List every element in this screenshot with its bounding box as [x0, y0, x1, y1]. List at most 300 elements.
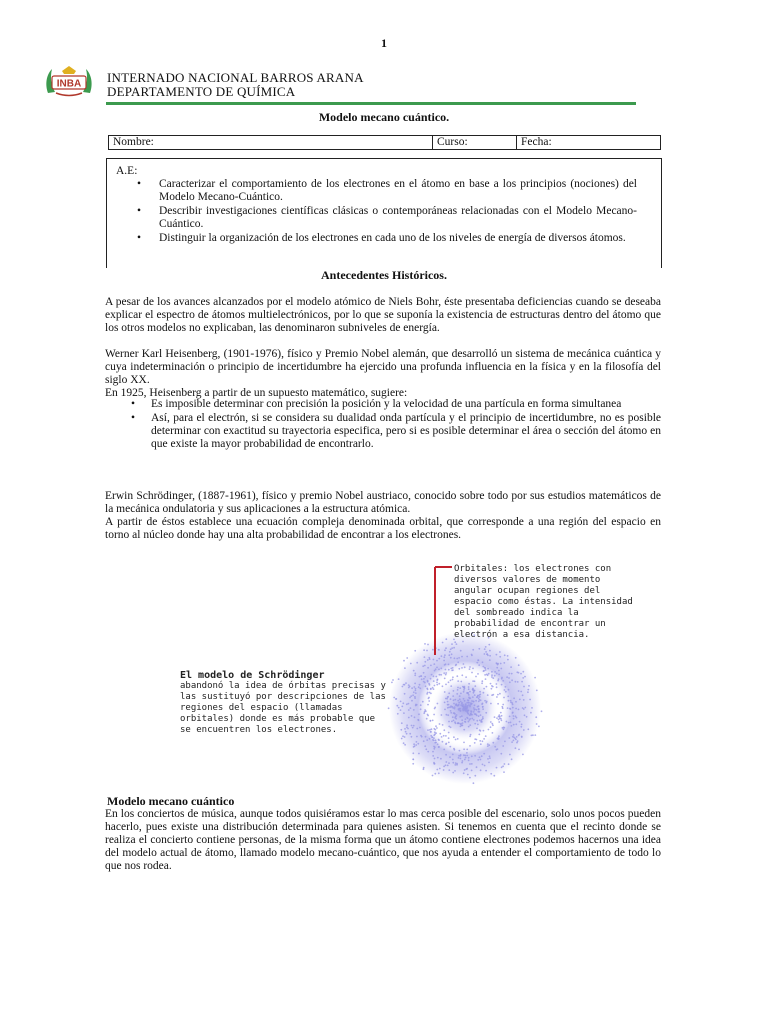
orbital-dot	[492, 677, 494, 679]
orbital-dot	[491, 676, 493, 678]
orbital-dot	[448, 681, 450, 683]
orbital-dot	[443, 766, 445, 768]
orbital-dot	[411, 715, 413, 717]
orbital-dot	[508, 673, 510, 675]
orbital-dot	[531, 735, 533, 737]
orbital-dot	[509, 681, 511, 683]
orbital-dot	[430, 731, 432, 733]
orbital-dot	[510, 722, 512, 724]
orbital-dot	[433, 762, 435, 764]
orbital-dot	[452, 695, 454, 697]
orbital-dot	[508, 689, 510, 691]
orbital-dot	[439, 768, 441, 770]
orbital-dot	[457, 687, 459, 689]
orbital-dot	[477, 659, 479, 661]
orbital-dot	[433, 737, 435, 739]
paragraph-heisenberg: Werner Karl Heisenberg, (1901-1976), físico y Premio Nobel alemán, que desarrolló un sistema de mecánica cuántica y cuya indeterminación o principio de incertidumbre ha ejercido una profunda influencia en la física y en la filosofía del siglo XX.	[105, 348, 661, 386]
orbital-dot	[452, 772, 454, 774]
orbital-dot	[497, 680, 499, 682]
orbital-dot	[508, 677, 510, 679]
orbital-dot	[415, 744, 417, 746]
orbital-dot	[452, 759, 454, 761]
orbital-dot	[464, 707, 466, 709]
orbital-dot	[455, 704, 457, 706]
orbital-dot	[487, 668, 489, 670]
orbital-dot	[455, 722, 457, 724]
orbital-dot	[508, 722, 510, 724]
orbital-dot	[468, 760, 470, 762]
orbital-dot	[529, 699, 531, 701]
orbital-dot	[433, 688, 435, 690]
heisenberg-bullets	[151, 398, 661, 452]
orbital-dot	[401, 722, 403, 724]
orbital-dot	[498, 735, 500, 737]
orbital-dot	[460, 681, 462, 683]
orbital-dot	[413, 743, 415, 745]
orbital-dot	[452, 754, 454, 756]
orbital-dot	[482, 666, 484, 668]
orbital-dot	[494, 675, 496, 677]
section-heading-modelo: Modelo mecano cuántico	[107, 794, 235, 808]
orbital-dot	[485, 702, 487, 704]
orbital-dot	[448, 706, 450, 708]
orbital-dot	[498, 721, 500, 723]
orbital-dot	[448, 762, 450, 764]
orbital-dot	[463, 663, 465, 665]
orbital-dot	[438, 739, 440, 741]
orbital-dot	[465, 721, 467, 723]
orbital-dot	[453, 703, 455, 705]
orbital-dot	[435, 742, 437, 744]
orbital-dot	[453, 736, 455, 738]
orbital-dot	[498, 714, 500, 716]
orbital-dot	[415, 704, 417, 706]
orbital-dot	[445, 669, 447, 671]
orbital-dot	[486, 686, 488, 688]
caption-title: El modelo de Schrödinger	[180, 670, 325, 681]
orbital-dot	[487, 674, 489, 676]
orbital-dot	[474, 704, 476, 706]
orbital-dot	[501, 715, 503, 717]
orbital-dot	[447, 701, 449, 703]
orbital-dot	[412, 763, 414, 765]
orbital-dot	[433, 714, 435, 716]
orbital-dot	[496, 767, 498, 769]
learning-objectives-box	[106, 158, 662, 268]
orbital-dot	[443, 660, 445, 662]
orbital-dot	[479, 740, 481, 742]
orbital-dot	[423, 672, 425, 674]
orbital-dot	[417, 719, 419, 721]
orbital-dot	[471, 700, 473, 702]
orbital-dot	[433, 663, 435, 665]
orbital-dot	[467, 711, 469, 713]
orbital-dot	[459, 716, 461, 718]
orbital-dot	[518, 690, 520, 692]
orbital-dot	[484, 667, 486, 669]
orbital-dot	[454, 641, 456, 643]
orbital-dot	[512, 707, 514, 709]
orbital-dot	[430, 720, 432, 722]
orbital-dot	[440, 758, 442, 760]
orbital-dot	[449, 756, 451, 758]
orbital-dot	[473, 782, 475, 784]
orbital-dot	[427, 659, 429, 661]
orbital-dot	[476, 720, 478, 722]
orbital-dot	[463, 742, 465, 744]
orbital-dot	[403, 712, 405, 714]
orbital-dot	[406, 703, 408, 705]
orbital-dot	[420, 708, 422, 710]
orbital-dot	[460, 724, 462, 726]
orbital-dot	[465, 768, 467, 770]
orbital-dot	[471, 718, 473, 720]
orbital-dot	[502, 680, 504, 682]
orbital-dot	[489, 755, 491, 757]
orbital-dot	[466, 702, 468, 704]
orbital-dot	[488, 644, 490, 646]
orbital-dot	[430, 688, 432, 690]
orbital-dot	[477, 724, 479, 726]
orbital-dot	[479, 719, 481, 721]
orbital-dot	[454, 764, 456, 766]
orbital-dot	[496, 673, 498, 675]
orbital-dot	[456, 714, 458, 716]
orbital-dot	[515, 723, 517, 725]
orbital-dot	[507, 707, 509, 709]
orbital-dot	[427, 714, 429, 716]
orbital-dot	[514, 737, 516, 739]
orbital-dot	[405, 682, 407, 684]
orbital-dot	[425, 748, 427, 750]
orbital-dot	[435, 739, 437, 741]
orbital-dot	[427, 667, 429, 669]
orbital-dot	[460, 701, 462, 703]
orbital-dot	[432, 775, 434, 777]
orbital-dot	[473, 719, 475, 721]
orbital-dot	[454, 657, 456, 659]
orbital-dot	[430, 665, 432, 667]
orbital-dot	[515, 747, 517, 749]
orbital-dot	[451, 653, 453, 655]
orbital-dot	[504, 689, 506, 691]
header-divider	[106, 102, 636, 105]
orbital-dot	[447, 714, 449, 716]
orbital-dot	[410, 707, 412, 709]
orbital-dot	[400, 701, 402, 703]
orbital-dot	[453, 748, 455, 750]
orbital-dot	[473, 711, 475, 713]
orbital-dot	[472, 680, 474, 682]
orbital-dot	[464, 704, 466, 706]
orbital-dot	[488, 729, 490, 731]
orbital-dot	[428, 697, 430, 699]
orbital-dot	[478, 697, 480, 699]
orbital-dot	[400, 729, 402, 731]
orbital-dot	[515, 701, 517, 703]
orbital-dot	[392, 679, 394, 681]
orbital-dot	[450, 685, 452, 687]
orbital-dot	[420, 704, 422, 706]
orbital-dot	[461, 715, 463, 717]
orbital-dot	[448, 742, 450, 744]
orbital-dot	[469, 668, 471, 670]
orbital-dot	[427, 704, 429, 706]
orbital-dot	[504, 654, 506, 656]
orbital-dot	[430, 735, 432, 737]
orbital-dot	[435, 725, 437, 727]
orbital-dot	[463, 748, 465, 750]
orbital-dot	[432, 649, 434, 651]
logo-text: INBA	[56, 78, 82, 90]
orbital-dot	[476, 709, 478, 711]
orbital-dot	[505, 691, 507, 693]
orbital-dot	[451, 647, 453, 649]
orbital-dot	[431, 674, 433, 676]
nombre-field[interactable]: Nombre:	[109, 136, 433, 149]
orbital-dot	[467, 717, 469, 719]
orbital-dot	[413, 670, 415, 672]
orbital-dot	[500, 668, 502, 670]
orbital-dot	[490, 773, 492, 775]
orbital-dot	[463, 691, 465, 693]
orbital-dot	[435, 676, 437, 678]
orbital-dot	[438, 649, 440, 651]
orbital-dot	[468, 683, 470, 685]
orbital-dot	[487, 758, 489, 760]
orbital-dot	[481, 680, 483, 682]
orbital-dot	[461, 667, 463, 669]
orbital-dot	[500, 663, 502, 665]
orbital-dot	[463, 687, 465, 689]
orbital-dot	[439, 674, 441, 676]
orbital-dot	[427, 692, 429, 694]
orbital-dot	[443, 769, 445, 771]
orbital-dot	[511, 673, 513, 675]
orbital-dot	[413, 746, 415, 748]
orbital-dot	[483, 730, 485, 732]
orbital-dot	[497, 663, 499, 665]
orbital-dot	[432, 751, 434, 753]
orbital-dot	[523, 686, 525, 688]
orbital-dot	[489, 659, 491, 661]
orbital-dot	[465, 757, 467, 759]
orbital-dot	[440, 674, 442, 676]
orbital-dot	[473, 692, 475, 694]
orbital-dot	[438, 683, 440, 685]
paragraph-schrodinger: Erwin Schrödinger, (1887-1961), físico y premio Nobel austriaco, conocido sobre todo por sus estudios matemáticos de la mecánica ondulatoria y sus aplicaciones a la estructura atómica.	[105, 490, 661, 515]
orbital-dot	[487, 694, 489, 696]
orbital-dot	[489, 650, 491, 652]
orbital-dot	[419, 688, 421, 690]
orbital-dot	[414, 674, 416, 676]
orbital-dot	[404, 744, 406, 746]
orbital-dot	[467, 699, 469, 701]
orbital-dot	[426, 739, 428, 741]
orbital-dot	[423, 649, 425, 651]
orbital-dot	[393, 697, 395, 699]
orbital-dot	[405, 731, 407, 733]
orbital-dot	[473, 701, 475, 703]
orbital-dot	[457, 722, 459, 724]
orbital-dot	[492, 742, 494, 744]
orbital-dot	[511, 758, 513, 760]
orbital-dot	[496, 717, 498, 719]
orbital-dot	[450, 680, 452, 682]
orbital-dot	[418, 686, 420, 688]
orbital-dot	[531, 707, 533, 709]
orbital-dot	[494, 716, 496, 718]
orbital-dot	[419, 684, 421, 686]
orbital-dot	[401, 738, 403, 740]
orbital-dot	[437, 757, 439, 759]
orbital-dot	[443, 656, 445, 658]
orbital-dot	[522, 754, 524, 756]
orbital-dot	[511, 679, 513, 681]
orbital-dot	[400, 709, 402, 711]
orbital-dot	[466, 749, 468, 751]
orbital-dot	[521, 736, 523, 738]
orbital-dot	[402, 702, 404, 704]
orbital-dot	[469, 697, 471, 699]
orbital-dot	[486, 653, 488, 655]
orbital-dot	[527, 689, 529, 691]
paragraph-concierto: En los conciertos de música, aunque todos quisiéramos estar lo mas cerca posible del escenario, solo unos pocos pueden hacerlo, pues existe una distribución determinada para quienes asisten. Si tenemos en cuenta que el recinto donde se realiza el concierto contiene personas, de la misma forma que un átomo contiene electrones podemos hacernos una idea del modelo actual de átomo, llamado modelo mecano-cuántico, que nos ayuda a entender el comportamiento de todo lo que nos rodea.	[105, 808, 661, 872]
orbital-dot	[513, 734, 515, 736]
orbital-dot	[502, 704, 504, 706]
orbital-dot	[510, 666, 512, 668]
orbital-dot	[506, 676, 508, 678]
ae-item: • Caracterizar el comportamiento de los electrones en el átomo en base a los principios (nociones) del Modelo Mecano-Cuántico.	[159, 178, 637, 204]
orbital-dot	[499, 716, 501, 718]
orbital-dot	[530, 712, 532, 714]
orbital-dot	[411, 725, 413, 727]
orbital-dot	[444, 709, 446, 711]
orbital-dot	[479, 694, 481, 696]
orbital-dot	[424, 661, 426, 663]
orbital-dot	[404, 667, 406, 669]
orbital-dot	[534, 734, 536, 736]
orbital-dot	[535, 716, 537, 718]
orbital-dot	[398, 678, 400, 680]
orbital-dot	[422, 665, 424, 667]
orbital-dot	[510, 708, 512, 710]
orbital-dot	[460, 726, 462, 728]
orbital-dot	[420, 735, 422, 737]
orbital-dot	[453, 699, 455, 701]
orbital-dot	[527, 691, 529, 693]
orbital-dot	[410, 695, 412, 697]
orbital-dot	[457, 738, 459, 740]
orbital-dot	[448, 692, 450, 694]
orbital-dot	[472, 688, 474, 690]
orbital-dot	[402, 735, 404, 737]
orbital-dot	[414, 683, 416, 685]
orbital-dot	[463, 772, 465, 774]
orbital-dot	[424, 682, 426, 684]
orbital-dot	[404, 736, 406, 738]
orbital-dot	[507, 696, 509, 698]
orbital-dot	[440, 668, 442, 670]
orbital-dot	[450, 726, 452, 728]
orbital-dot	[448, 769, 450, 771]
orbital-dot	[496, 696, 498, 698]
orbital-dot	[436, 660, 438, 662]
orbital-dot	[415, 690, 417, 692]
orbital-dot	[502, 745, 504, 747]
orbital-dot	[445, 663, 447, 665]
orbital-dot	[450, 712, 452, 714]
orbital-dot	[421, 678, 423, 680]
orbital-dot	[469, 777, 471, 779]
orbital-dot	[484, 674, 486, 676]
orbital-dot	[474, 742, 476, 744]
orbital-dot	[475, 676, 477, 678]
orbital-dot	[474, 755, 476, 757]
orbital-dot	[414, 673, 416, 675]
orbital-dot	[445, 743, 447, 745]
orbital-dot	[494, 671, 496, 673]
orbital-dot	[513, 718, 515, 720]
orbital-dot	[503, 771, 505, 773]
orbital-dot	[413, 686, 415, 688]
orbital-dot	[427, 729, 429, 731]
fecha-field[interactable]: Fecha:	[521, 136, 552, 148]
orbital-dot	[482, 708, 484, 710]
orbital-dot	[468, 757, 470, 759]
orbital-dot	[444, 678, 446, 680]
orbital-dot	[448, 704, 450, 706]
orbital-dot	[444, 654, 446, 656]
orbital-dot	[513, 724, 515, 726]
orbital-dot	[496, 683, 498, 685]
orbital-dot	[468, 688, 470, 690]
orbital-dot	[445, 735, 447, 737]
orbital-dot	[463, 754, 465, 756]
paragraph-bohr: A pesar de los avances alcanzados por el modelo atómico de Niels Bohr, éste presentaba deficiencias cuando se deseaba explicar el espectro de átomos multielectrónicos, por lo que se suponía la existencia de estructuras dentro del átomo que los otros modelos no explicaban, las denominaron subniveles de energía.	[105, 296, 661, 334]
orbital-dot	[504, 741, 506, 743]
orbital-dot	[462, 705, 464, 707]
orbital-dot	[456, 764, 458, 766]
orbital-dot	[443, 735, 445, 737]
orbital-dot	[416, 662, 418, 664]
orbital-dot	[482, 764, 484, 766]
orbital-dot	[496, 667, 498, 669]
orbital-dot	[406, 657, 408, 659]
bullet-item: • Así, para el electrón, si se considera su dualidad onda partícula y el principio de incertidumbre, no es posible determinar con exactitud su trayectoria especifica, pero si es posible determinar el área o sección del átomo en que existe la mayor probabilidad de encontrarlo.	[151, 412, 661, 451]
orbital-dot	[452, 716, 454, 718]
orbital-dot	[519, 721, 521, 723]
school-header	[107, 71, 364, 99]
orbital-dot	[475, 700, 477, 702]
orbital-dot	[454, 699, 456, 701]
orbital-dot	[452, 676, 454, 678]
orbital-dot	[412, 727, 414, 729]
orbital-dot	[490, 683, 492, 685]
orbital-dot	[476, 739, 478, 741]
orbital-dot	[500, 712, 502, 714]
orbital-dot	[456, 643, 458, 645]
orbital-dot	[425, 685, 427, 687]
orbital-dot	[448, 732, 450, 734]
orbital-dot	[448, 737, 450, 739]
orbital-dot	[480, 769, 482, 771]
orbital-dot	[445, 684, 447, 686]
orbital-dot	[461, 703, 463, 705]
orbital-dot	[423, 740, 425, 742]
department-name: DEPARTAMENTO DE QUÍMICA	[107, 84, 296, 99]
curso-field[interactable]: Curso:	[433, 136, 517, 149]
